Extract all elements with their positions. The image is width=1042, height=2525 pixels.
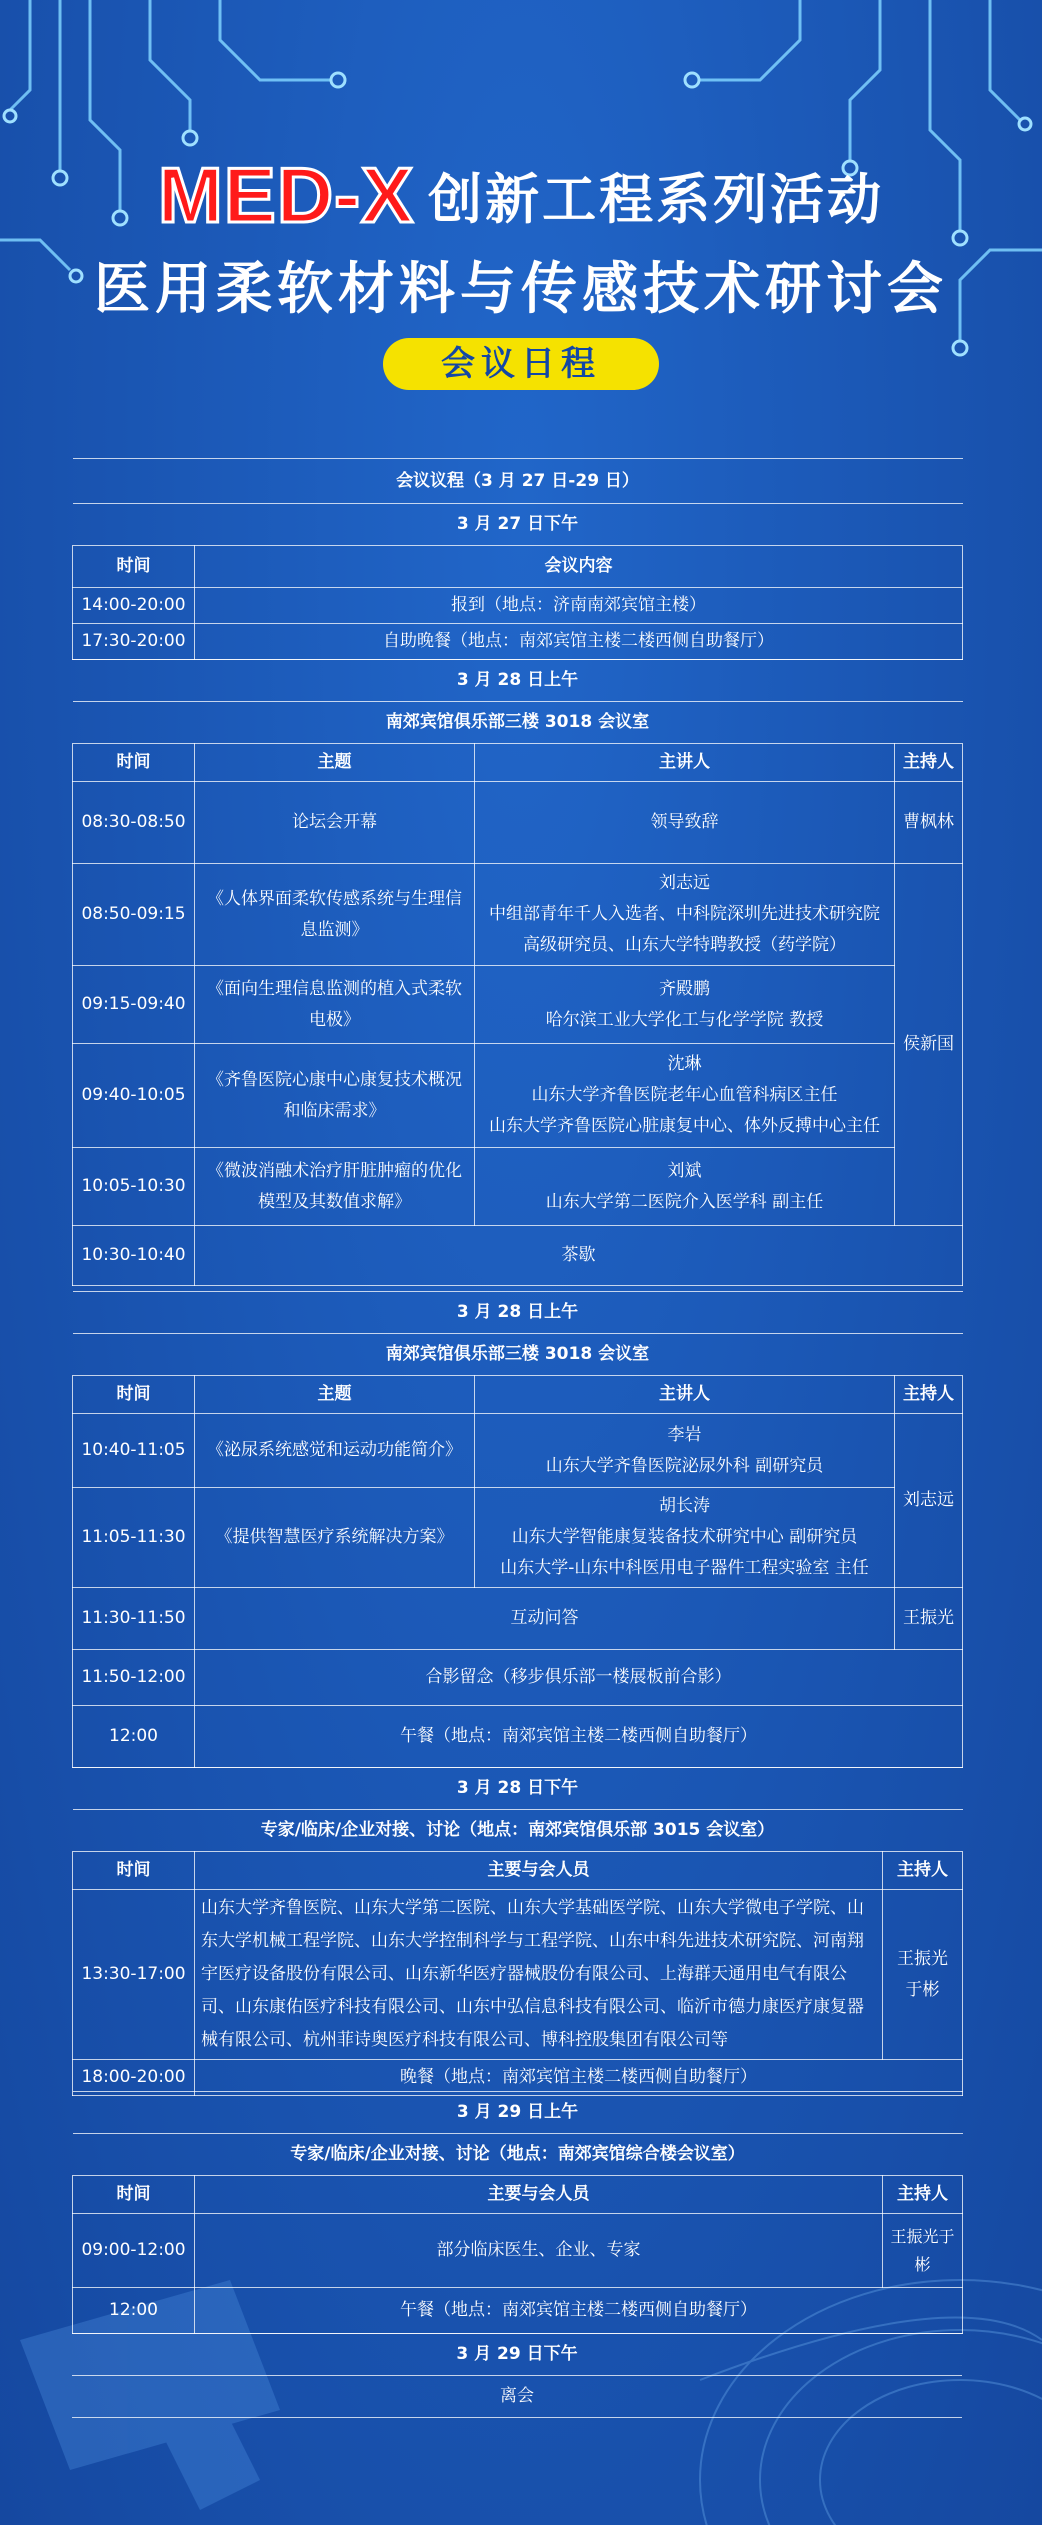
agenda-main-title: 会议议程（3 月 27 日-29 日） — [73, 459, 963, 504]
section-title: 3 月 28 日下午 — [73, 1768, 963, 1810]
host-name: 王振光于 — [890, 2226, 955, 2246]
col-header-content: 主要与会人员 — [195, 2176, 883, 2214]
agenda-day3-morning-table — [72, 2091, 963, 2334]
host-cell: 刘志远 — [895, 1414, 963, 1588]
agenda-day2-morning-table — [72, 659, 963, 1286]
section-title: 3 月 28 日上午 — [73, 1292, 963, 1334]
speaker-cell — [475, 966, 895, 1044]
speaker-title: 中组部青年千人入选者、中科院深圳先进技术研究院 — [489, 904, 880, 924]
table-row — [73, 782, 963, 864]
table-row — [73, 624, 963, 660]
topic-cell: 《面向生理信息监测的植入式柔软电极》 — [195, 966, 475, 1044]
time-cell: 17:30-20:00 — [73, 624, 195, 660]
col-header-time: 时间 — [73, 2176, 195, 2214]
venue-title: 南郊宾馆俱乐部三楼 3018 会议室 — [73, 702, 963, 744]
table-row — [73, 1148, 963, 1226]
table-row — [73, 1706, 963, 1768]
table-row — [73, 1044, 963, 1148]
agenda-day1-table — [72, 458, 963, 660]
time-cell: 14:00-20:00 — [73, 588, 195, 624]
time-cell: 10:05-10:30 — [73, 1148, 195, 1226]
table-row — [73, 2214, 963, 2288]
topic-cell: 《齐鲁医院心康中心康复技术概况和临床需求》 — [195, 1044, 475, 1148]
host-cell — [883, 2214, 963, 2288]
speaker-name: 齐殿鹏 — [659, 978, 710, 999]
col-header-speaker: 主讲人 — [475, 744, 895, 782]
venue-title: 南郊宾馆俱乐部三楼 3018 会议室 — [73, 1334, 963, 1376]
speaker-cell — [475, 864, 895, 966]
time-cell: 09:40-10:05 — [73, 1044, 195, 1148]
banner-title — [0, 150, 1042, 241]
col-header-host: 主持人 — [895, 744, 963, 782]
table-row — [73, 2288, 963, 2334]
speaker-name: 李岩 — [667, 1424, 702, 1445]
section-title: 3 月 27 日下午 — [73, 504, 963, 546]
speaker-title: 山东大学-山东中科医用电子器件工程实验室 主任 — [500, 1558, 869, 1578]
content-cell: 自助晚餐（地点：南郊宾馆主楼二楼西侧自助餐厅） — [195, 624, 963, 660]
time-cell: 11:30-11:50 — [73, 1588, 195, 1650]
series-title: 创新工程系列活动 — [428, 168, 885, 231]
content-cell: 茶歇 — [195, 1226, 963, 1286]
col-header-host: 主持人 — [883, 1852, 963, 1890]
content-cell: 午餐（地点：南郊宾馆主楼二楼西侧自助餐厅） — [195, 2288, 963, 2334]
speaker-title: 山东大学智能康复装备技术研究中心 副研究员 — [511, 1527, 858, 1547]
speaker-title: 山东大学齐鲁医院心脏康复中心、体外反搏中心主任 — [489, 1116, 880, 1136]
col-header-time: 时间 — [73, 1376, 195, 1414]
time-cell: 09:00-12:00 — [73, 2214, 195, 2288]
section-title: 3 月 29 日上午 — [73, 2092, 963, 2134]
col-header-time: 时间 — [73, 546, 195, 588]
speaker-name: 刘斌 — [667, 1160, 702, 1181]
speaker-title: 山东大学第二医院介入医学科 副主任 — [545, 1191, 824, 1212]
topic-cell: 论坛会开幕 — [195, 782, 475, 864]
speaker-cell — [475, 1148, 895, 1226]
agenda-day2-morning2-table — [72, 1291, 963, 1768]
speaker-name: 沈琳 — [667, 1054, 702, 1074]
table-row — [73, 1414, 963, 1488]
table-row — [73, 1890, 963, 2060]
topic-cell: 《人体界面柔软传感系统与生理信息监测》 — [195, 864, 475, 966]
col-header-host: 主持人 — [895, 1376, 963, 1414]
speaker-name: 刘志远 — [659, 873, 710, 893]
speaker-title: 哈尔滨工业大学化工与化学学院 教授 — [545, 1009, 824, 1030]
host-name: 于彬 — [905, 1979, 940, 2000]
col-header-content: 主要与会人员 — [195, 1852, 883, 1890]
speaker-cell — [475, 1414, 895, 1488]
time-cell: 12:00 — [73, 2288, 195, 2334]
time-cell: 08:50-09:15 — [73, 864, 195, 966]
speaker-title: 山东大学齐鲁医院老年心血管科病区主任 — [531, 1085, 838, 1105]
speaker-cell: 领导致辞 — [475, 782, 895, 864]
time-cell: 11:05-11:30 — [73, 1488, 195, 1588]
time-cell: 18:00-20:00 — [73, 2060, 195, 2096]
col-header-topic: 主题 — [195, 744, 475, 782]
table-row — [73, 1588, 963, 1650]
time-cell: 09:15-09:40 — [73, 966, 195, 1044]
page-title: 医用柔软材料与传感技术研讨会 — [94, 257, 948, 322]
host-cell — [883, 1890, 963, 2060]
host-cell: 侯新国 — [895, 864, 963, 1226]
content-cell: 部分临床医生、企业、专家 — [195, 2214, 883, 2288]
time-cell: 10:30-10:40 — [73, 1226, 195, 1286]
host-name: 彬 — [914, 2254, 931, 2274]
content-cell: 报到（地点：济南南郊宾馆主楼） — [195, 588, 963, 624]
col-header-speaker: 主讲人 — [475, 1376, 895, 1414]
agenda-day2-afternoon-table — [72, 1767, 963, 2096]
host-name: 王振光 — [897, 1948, 948, 1969]
content-cell: 午餐（地点：南郊宾馆主楼二楼西侧自助餐厅） — [195, 1706, 963, 1768]
table-row — [73, 588, 963, 624]
speaker-cell — [475, 1044, 895, 1148]
table-row — [73, 966, 963, 1044]
time-cell: 10:40-11:05 — [73, 1414, 195, 1488]
section-title: 3 月 29 日下午 — [72, 2334, 962, 2376]
time-cell: 13:30-17:00 — [73, 1890, 195, 2060]
col-header-content: 会议内容 — [195, 546, 963, 588]
brand-logo: MED-X — [157, 151, 415, 239]
table-row — [73, 864, 963, 966]
table-row — [73, 1488, 963, 1588]
time-cell: 11:50-12:00 — [73, 1650, 195, 1706]
content-cell: 晚餐（地点：南郊宾馆主楼二楼西侧自助餐厅） — [195, 2060, 963, 2096]
table-row — [73, 1650, 963, 1706]
topic-cell: 《微波消融术治疗肝脏肿瘤的优化模型及其数值求解》 — [195, 1148, 475, 1226]
topic-cell: 《提供智慧医疗系统解决方案》 — [195, 1488, 475, 1588]
col-header-topic: 主题 — [195, 1376, 475, 1414]
time-cell: 12:00 — [73, 1706, 195, 1768]
speaker-title: 高级研究员、山东大学特聘教授（药学院） — [523, 935, 846, 955]
topic-cell: 《泌尿系统感觉和运动功能简介》 — [195, 1414, 475, 1488]
content-cell: 合影留念（移步俱乐部一楼展板前合影） — [195, 1650, 963, 1706]
schedule-badge: 会议日程 — [383, 338, 659, 390]
speaker-cell — [475, 1488, 895, 1588]
content-cell: 山东大学齐鲁医院、山东大学第二医院、山东大学基础医学院、山东大学微电子学院、山东大学机械工程学院、山东大学控制科学与工程学院、山东中科先进技术研究院、河南翔宇医疗设备股份有限公司、山东新华医疗器械股份有限公司、上海群天通用电气有限公司、山东康佑医疗科技有限公司、山东中弘信息科技有限公司、临沂市德力康医疗康复器械有限公司、杭州菲诗奥医疗科技有限公司、博科控股集团有限公司等 — [195, 1890, 883, 2060]
section-title: 3 月 28 日上午 — [73, 660, 963, 702]
col-header-host: 主持人 — [883, 2176, 963, 2214]
content-cell: 离会 — [72, 2376, 962, 2418]
host-cell: 曹枫林 — [895, 782, 963, 864]
host-cell: 王振光 — [895, 1588, 963, 1650]
speaker-title: 山东大学齐鲁医院泌尿外科 副研究员 — [545, 1455, 824, 1476]
col-header-time: 时间 — [73, 1852, 195, 1890]
content-cell: 互动问答 — [195, 1588, 895, 1650]
col-header-time: 时间 — [73, 744, 195, 782]
venue-title: 专家/临床/企业对接、讨论（地点：南郊宾馆综合楼会议室） — [73, 2134, 963, 2176]
speaker-name: 胡长涛 — [659, 1496, 710, 1516]
time-cell: 08:30-08:50 — [73, 782, 195, 864]
agenda-day3-afternoon-table — [72, 2333, 962, 2418]
table-row — [73, 1226, 963, 1286]
venue-title: 专家/临床/企业对接、讨论（地点：南郊宾馆俱乐部 3015 会议室） — [73, 1810, 963, 1852]
